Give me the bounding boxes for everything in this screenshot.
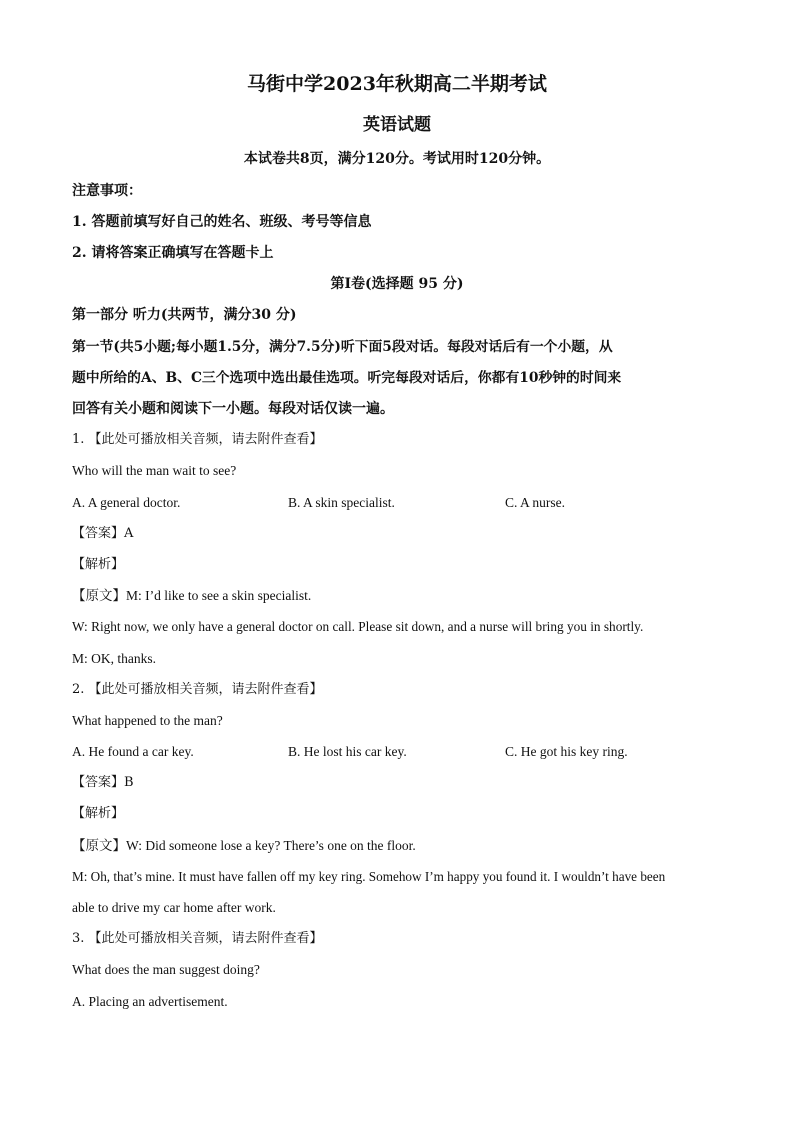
q2-transcript-1: 【原文】W: Did someone lose a key? There’s one on the floor.: [72, 838, 416, 853]
q2-header: 2. 【此处可播放相关音频，请去附件查看】: [72, 682, 323, 697]
q1-answer: 【答案】A: [72, 526, 134, 541]
q2-option-c: C. He got his key ring.: [505, 744, 628, 759]
q1-transcript-1: 【原文】M: I’d like to see a skin specialist.: [72, 588, 312, 603]
exam-info: 本试卷共8页，满分120分。考试用时120分钟。: [243, 151, 551, 167]
subject-title: 英语试题: [363, 115, 431, 135]
note-item-1: 1. 答题前填写好自己的姓名、班级、考号等信息: [72, 214, 372, 230]
q2-option-b: B. He lost his car key.: [288, 744, 407, 759]
q2-option-a: A. He found a car key.: [72, 744, 194, 759]
notes-heading: 注意事项：: [72, 183, 142, 199]
section1-line-1: 第一节(共5小题;每小题1.5分，满分7.5分)听下面5段对话。每段对话后有一个小题，从: [72, 339, 613, 355]
q1-analysis: 【解析】: [72, 557, 125, 572]
exam-title: 马街中学2023年秋期高二半期考试: [247, 73, 547, 95]
part1-heading: 第一部分 听力(共两节，满分30 分): [72, 307, 297, 323]
q1-option-a: A. A general doctor.: [72, 495, 181, 510]
q3-question: What does the man suggest doing?: [72, 962, 260, 977]
q3-header: 3. 【此处可播放相关音频，请去附件查看】: [72, 931, 323, 946]
q3-option-a: A. Placing an advertisement.: [72, 994, 228, 1009]
note-item-2: 2. 请将答案正确填写在答题卡上: [72, 245, 274, 261]
q2-answer: 【答案】B: [72, 775, 134, 790]
q1-option-c: C. A nurse.: [505, 495, 566, 510]
q2-transcript-2: M: Oh, that’s mine. It must have fallen off my key ring. Somehow I’m happy you found it. I wouldn’t have been: [72, 869, 666, 884]
volume-heading: 第I卷(选择题 95 分): [330, 276, 464, 292]
q1-option-b: B. A skin specialist.: [288, 495, 395, 510]
q1-question: Who will the man wait to see?: [72, 463, 237, 478]
q2-transcript-3: able to drive my car home after work.: [72, 900, 276, 915]
q2-question: What happened to the man?: [72, 713, 223, 728]
q1-transcript-3: M: OK, thanks.: [72, 651, 156, 666]
q1-header: 1. 【此处可播放相关音频，请去附件查看】: [72, 432, 323, 447]
q2-analysis: 【解析】: [72, 806, 125, 821]
section1-line-2: 题中所给的A、B、C三个选项中选出最佳选项。听完每段对话后，你都有10秒钟的时间来: [72, 370, 622, 386]
q1-transcript-2: W: Right now, we only have a general doctor on call. Please sit down, and a nurse will bring you in shortly.: [72, 619, 644, 634]
section1-line-3: 回答有关小题和阅读下一小题。每段对话仅读一遍。: [72, 401, 394, 417]
